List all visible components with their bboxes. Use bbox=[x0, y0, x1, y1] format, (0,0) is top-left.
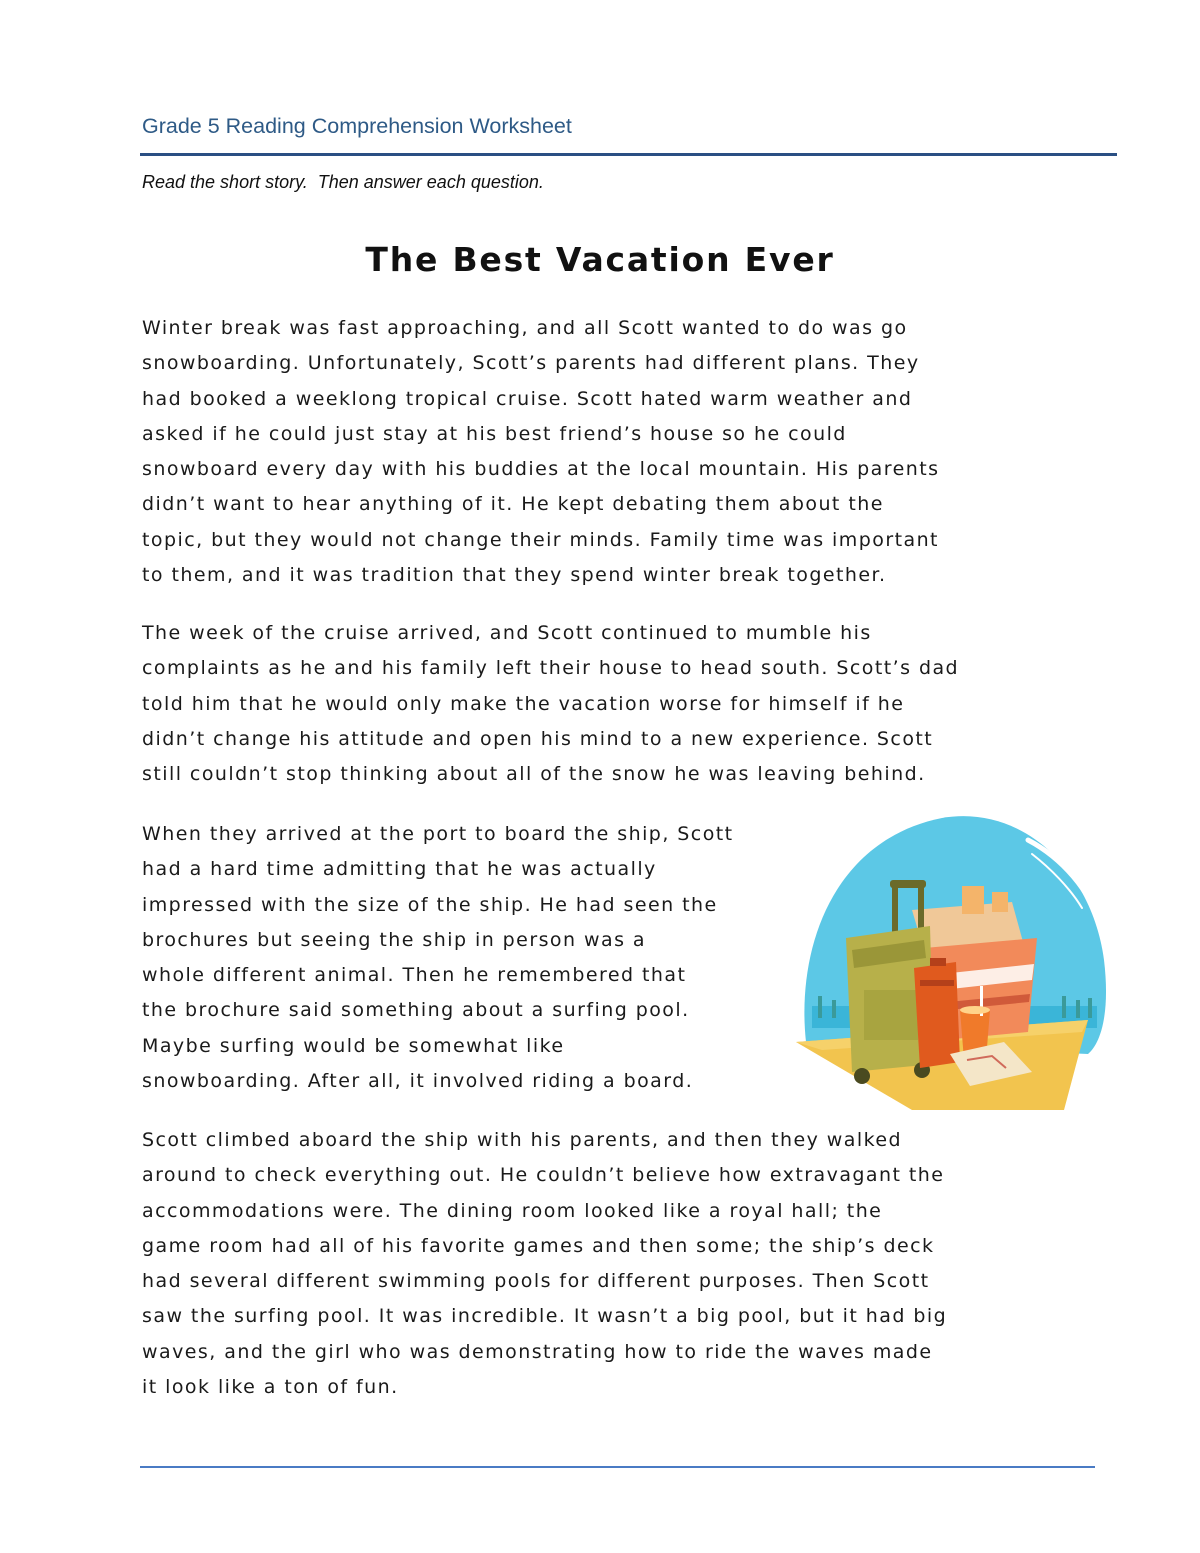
story-line: snowboarding. Unfortunately, Scott’s parents had different plans. They bbox=[142, 352, 920, 375]
story-title: The Best Vacation Ever bbox=[365, 240, 835, 279]
story-line: The week of the cruise arrived, and Scott continued to mumble his bbox=[142, 622, 872, 644]
story-line: Scott climbed aboard the ship with his parents, and then they walked bbox=[142, 1129, 903, 1151]
story-line: had several different swimming pools for different purposes. Then Scott bbox=[142, 1270, 930, 1293]
story-line: snowboard every day with his buddies at the local mountain. His parents bbox=[142, 458, 940, 481]
story-line: had a hard time admitting that he was actually bbox=[142, 858, 657, 881]
story-line: to them, and it was tradition that they spend winter break together. bbox=[142, 564, 887, 587]
story-paragraph-2 bbox=[142, 616, 959, 792]
story-line: topic, but they would not change their minds. Family time was important bbox=[142, 528, 939, 551]
instructions: Read the short story. Then answer each question. bbox=[142, 172, 544, 192]
header-divider bbox=[140, 153, 1117, 156]
footer-divider bbox=[140, 1466, 1095, 1468]
story-line: told him that he would only make the vacation worse for himself if he bbox=[142, 692, 905, 715]
story-line: impressed with the size of the ship. He had seen the bbox=[142, 893, 718, 916]
story-line: around to check everything out. He couldn’t believe how extravagant the bbox=[142, 1164, 945, 1187]
orange-luggage-icon bbox=[914, 958, 960, 1068]
story-line: didn’t want to hear anything of it. He kept debating them about the bbox=[142, 493, 884, 516]
story-paragraph-3 bbox=[142, 817, 734, 1099]
vacation-illustration bbox=[792, 810, 1110, 1110]
story-line: saw the surfing pool. It was incredible. It wasn’t a big pool, but it had big bbox=[142, 1305, 948, 1328]
story-line: waves, and the girl who was demonstrating how to ride the waves made bbox=[142, 1340, 933, 1363]
story-line: game room had all of his favorite games and then some; the ship’s deck bbox=[142, 1234, 935, 1257]
story-line: snowboarding. After all, it involved riding a board. bbox=[142, 1070, 694, 1093]
story-line: When they arrived at the port to board the ship, Scott bbox=[142, 823, 734, 845]
story-line: the brochure said something about a surfing pool. bbox=[142, 999, 690, 1022]
story-paragraph-4 bbox=[142, 1123, 947, 1405]
story-line: didn’t change his attitude and open his mind to a new experience. Scott bbox=[142, 727, 934, 750]
story-line: asked if he could just stay at his best friend’s house so he could bbox=[142, 422, 847, 445]
story-line: it look like a ton of fun. bbox=[142, 1376, 399, 1399]
story-line: accommodations were. The dining room looked like a royal hall; the bbox=[142, 1199, 883, 1222]
worksheet-title: Grade 5 Reading Comprehension Worksheet bbox=[142, 114, 572, 138]
story-line: Maybe surfing would be somewhat like bbox=[142, 1034, 565, 1057]
story-paragraph-1 bbox=[142, 311, 939, 593]
story-line: complaints as he and his family left their house to head south. Scott’s dad bbox=[142, 657, 960, 680]
story-line: had booked a weeklong tropical cruise. Scott hated warm weather and bbox=[142, 387, 913, 410]
story-line: still couldn’t stop thinking about all of the snow he was leaving behind. bbox=[142, 763, 926, 786]
story-line: whole different animal. Then he remembered that bbox=[142, 964, 687, 987]
story-line: Winter break was fast approaching, and all Scott wanted to do was go bbox=[142, 317, 908, 339]
story-line: brochures but seeing the ship in person was a bbox=[142, 928, 647, 951]
